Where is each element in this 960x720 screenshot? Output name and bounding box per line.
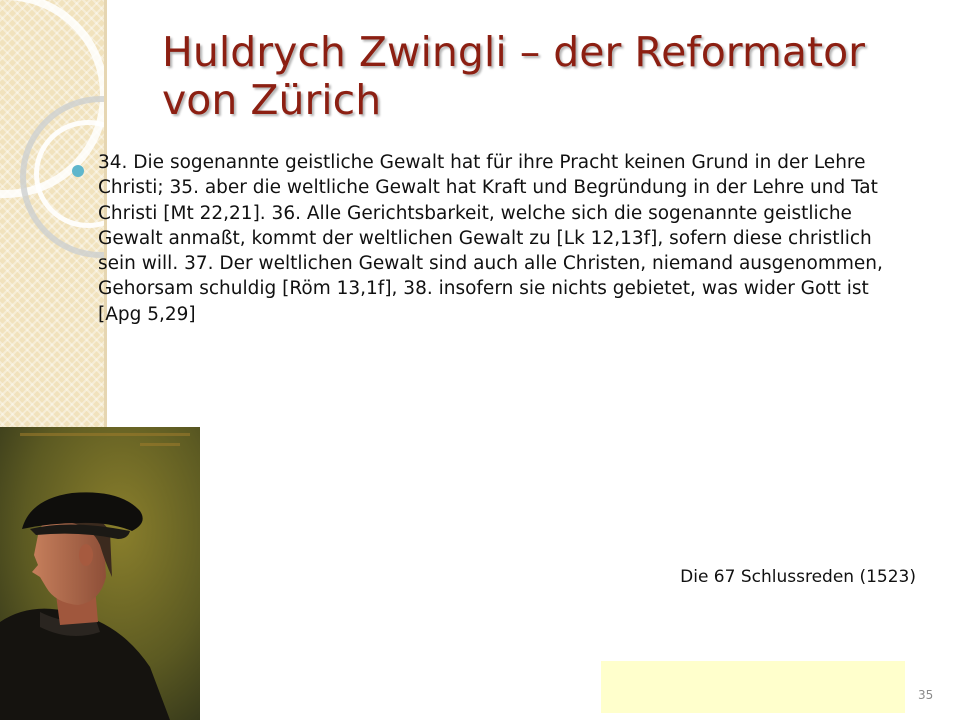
- bullet-text: 34. Die sogenannte geistliche Gewalt hat für ihre Pracht keinen Grund in der Lehre Christi; 35. aber die weltliche Gewalt hat Kraft und Begründung in der Lehre und Tat Christi [Mt 22,21]. 36. Alle Gerichtsbarkeit, welche sich die sogenannte geistliche Gewalt anmaßt, kommt der weltlichen Gewalt zu [Lk 12,13f], sofern diese christlich sein will. 37. Der weltlichen Gewalt sind auch alle Christen, niemand ausgenommen, Gehorsam schuldig [Röm 13,1f], 38. insofern sie nichts gebietet, was wider Gott ist [Apg 5,29]: [98, 152, 883, 325]
- bullet-icon: [72, 165, 84, 177]
- note-box: [601, 661, 905, 713]
- caption: Die 67 Schlussreden (1523): [680, 567, 916, 587]
- portrait-painting: [0, 427, 200, 720]
- slide-title: Huldrych Zwingli – der Reformator von Zürich: [162, 28, 866, 124]
- page-number: 35: [918, 688, 934, 702]
